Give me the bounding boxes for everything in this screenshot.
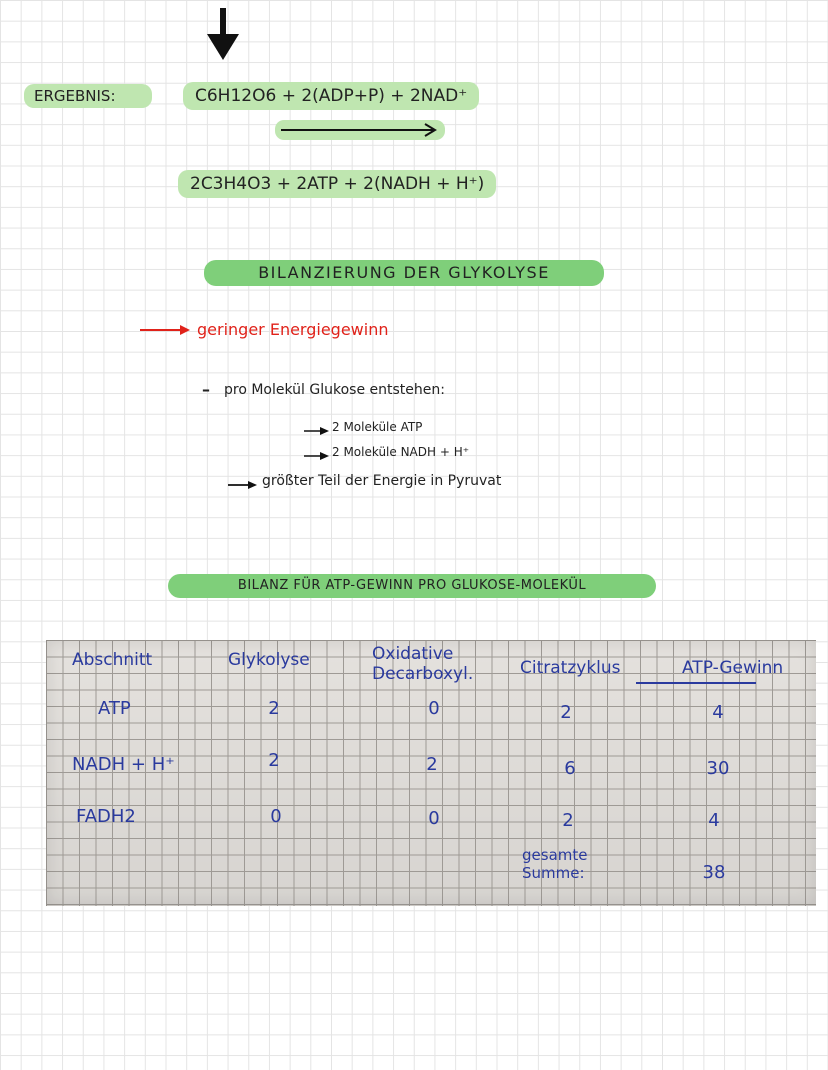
table-cell: 2 xyxy=(268,750,280,771)
atp-table-photo xyxy=(46,640,816,906)
conclusion-pyruvat: größter Teil der Energie in Pyruvat xyxy=(262,473,502,489)
table-header: Glykolyse xyxy=(228,650,310,670)
table-header: Oxidative Decarboxyl. xyxy=(372,644,474,684)
table-cell: 0 xyxy=(428,698,440,719)
arrow-icon xyxy=(302,451,330,461)
table-cell: 2 xyxy=(268,698,280,719)
table-cell: 2 xyxy=(560,702,572,723)
dash-bullet-icon: – xyxy=(202,380,210,399)
arrow-icon xyxy=(226,480,258,490)
table-cell: 4 xyxy=(712,702,724,723)
sum-value: 38 xyxy=(702,862,726,883)
table-cell: 2 xyxy=(562,810,574,831)
table-cell: 30 xyxy=(706,758,730,779)
table-header: Abschnitt xyxy=(72,650,153,670)
underline xyxy=(636,682,756,684)
table-row-label: NADH + H⁺ xyxy=(72,754,175,775)
heading-atp-bilanz: BILANZ FÜR ATP-GEWINN PRO GLUKOSE-MOLEKÜL xyxy=(168,574,656,598)
sum-label: gesamte Summe: xyxy=(522,846,588,882)
table-cell: 6 xyxy=(564,758,576,779)
table-row-label: ATP xyxy=(98,698,131,719)
red-arrow-icon xyxy=(138,322,192,338)
heading-bilanzierung: BILANZIERUNG DER GLYKOLYSE xyxy=(204,260,604,286)
sub-item-nadh: 2 Moleküle NADH + H⁺ xyxy=(332,445,470,459)
reaction-arrow-icon xyxy=(275,120,445,140)
table-row-label: FADH2 xyxy=(76,806,136,827)
equation-products: 2C3H4O3 + 2ATP + 2(NADH + H⁺) xyxy=(178,170,496,198)
arrow-icon xyxy=(302,426,330,436)
sub-intro: pro Molekül Glukose entstehen: xyxy=(224,382,445,398)
table-header: ATP-Gewinn xyxy=(682,658,784,678)
table-cell: 0 xyxy=(270,806,282,827)
ergebnis-label: ERGEBNIS: xyxy=(24,84,152,108)
equation-reactants: C6H12O6 + 2(ADP+P) + 2NAD⁺ xyxy=(183,82,479,110)
down-arrow-icon xyxy=(203,6,243,62)
table-cell: 2 xyxy=(426,754,438,775)
sub-item-atp: 2 Moleküle ATP xyxy=(332,420,423,434)
table-cell: 4 xyxy=(708,810,720,831)
table-header: Citratzyklus xyxy=(520,658,621,678)
table-cell: 0 xyxy=(428,808,440,829)
energy-gain-note: geringer Energiegewinn xyxy=(197,320,389,339)
